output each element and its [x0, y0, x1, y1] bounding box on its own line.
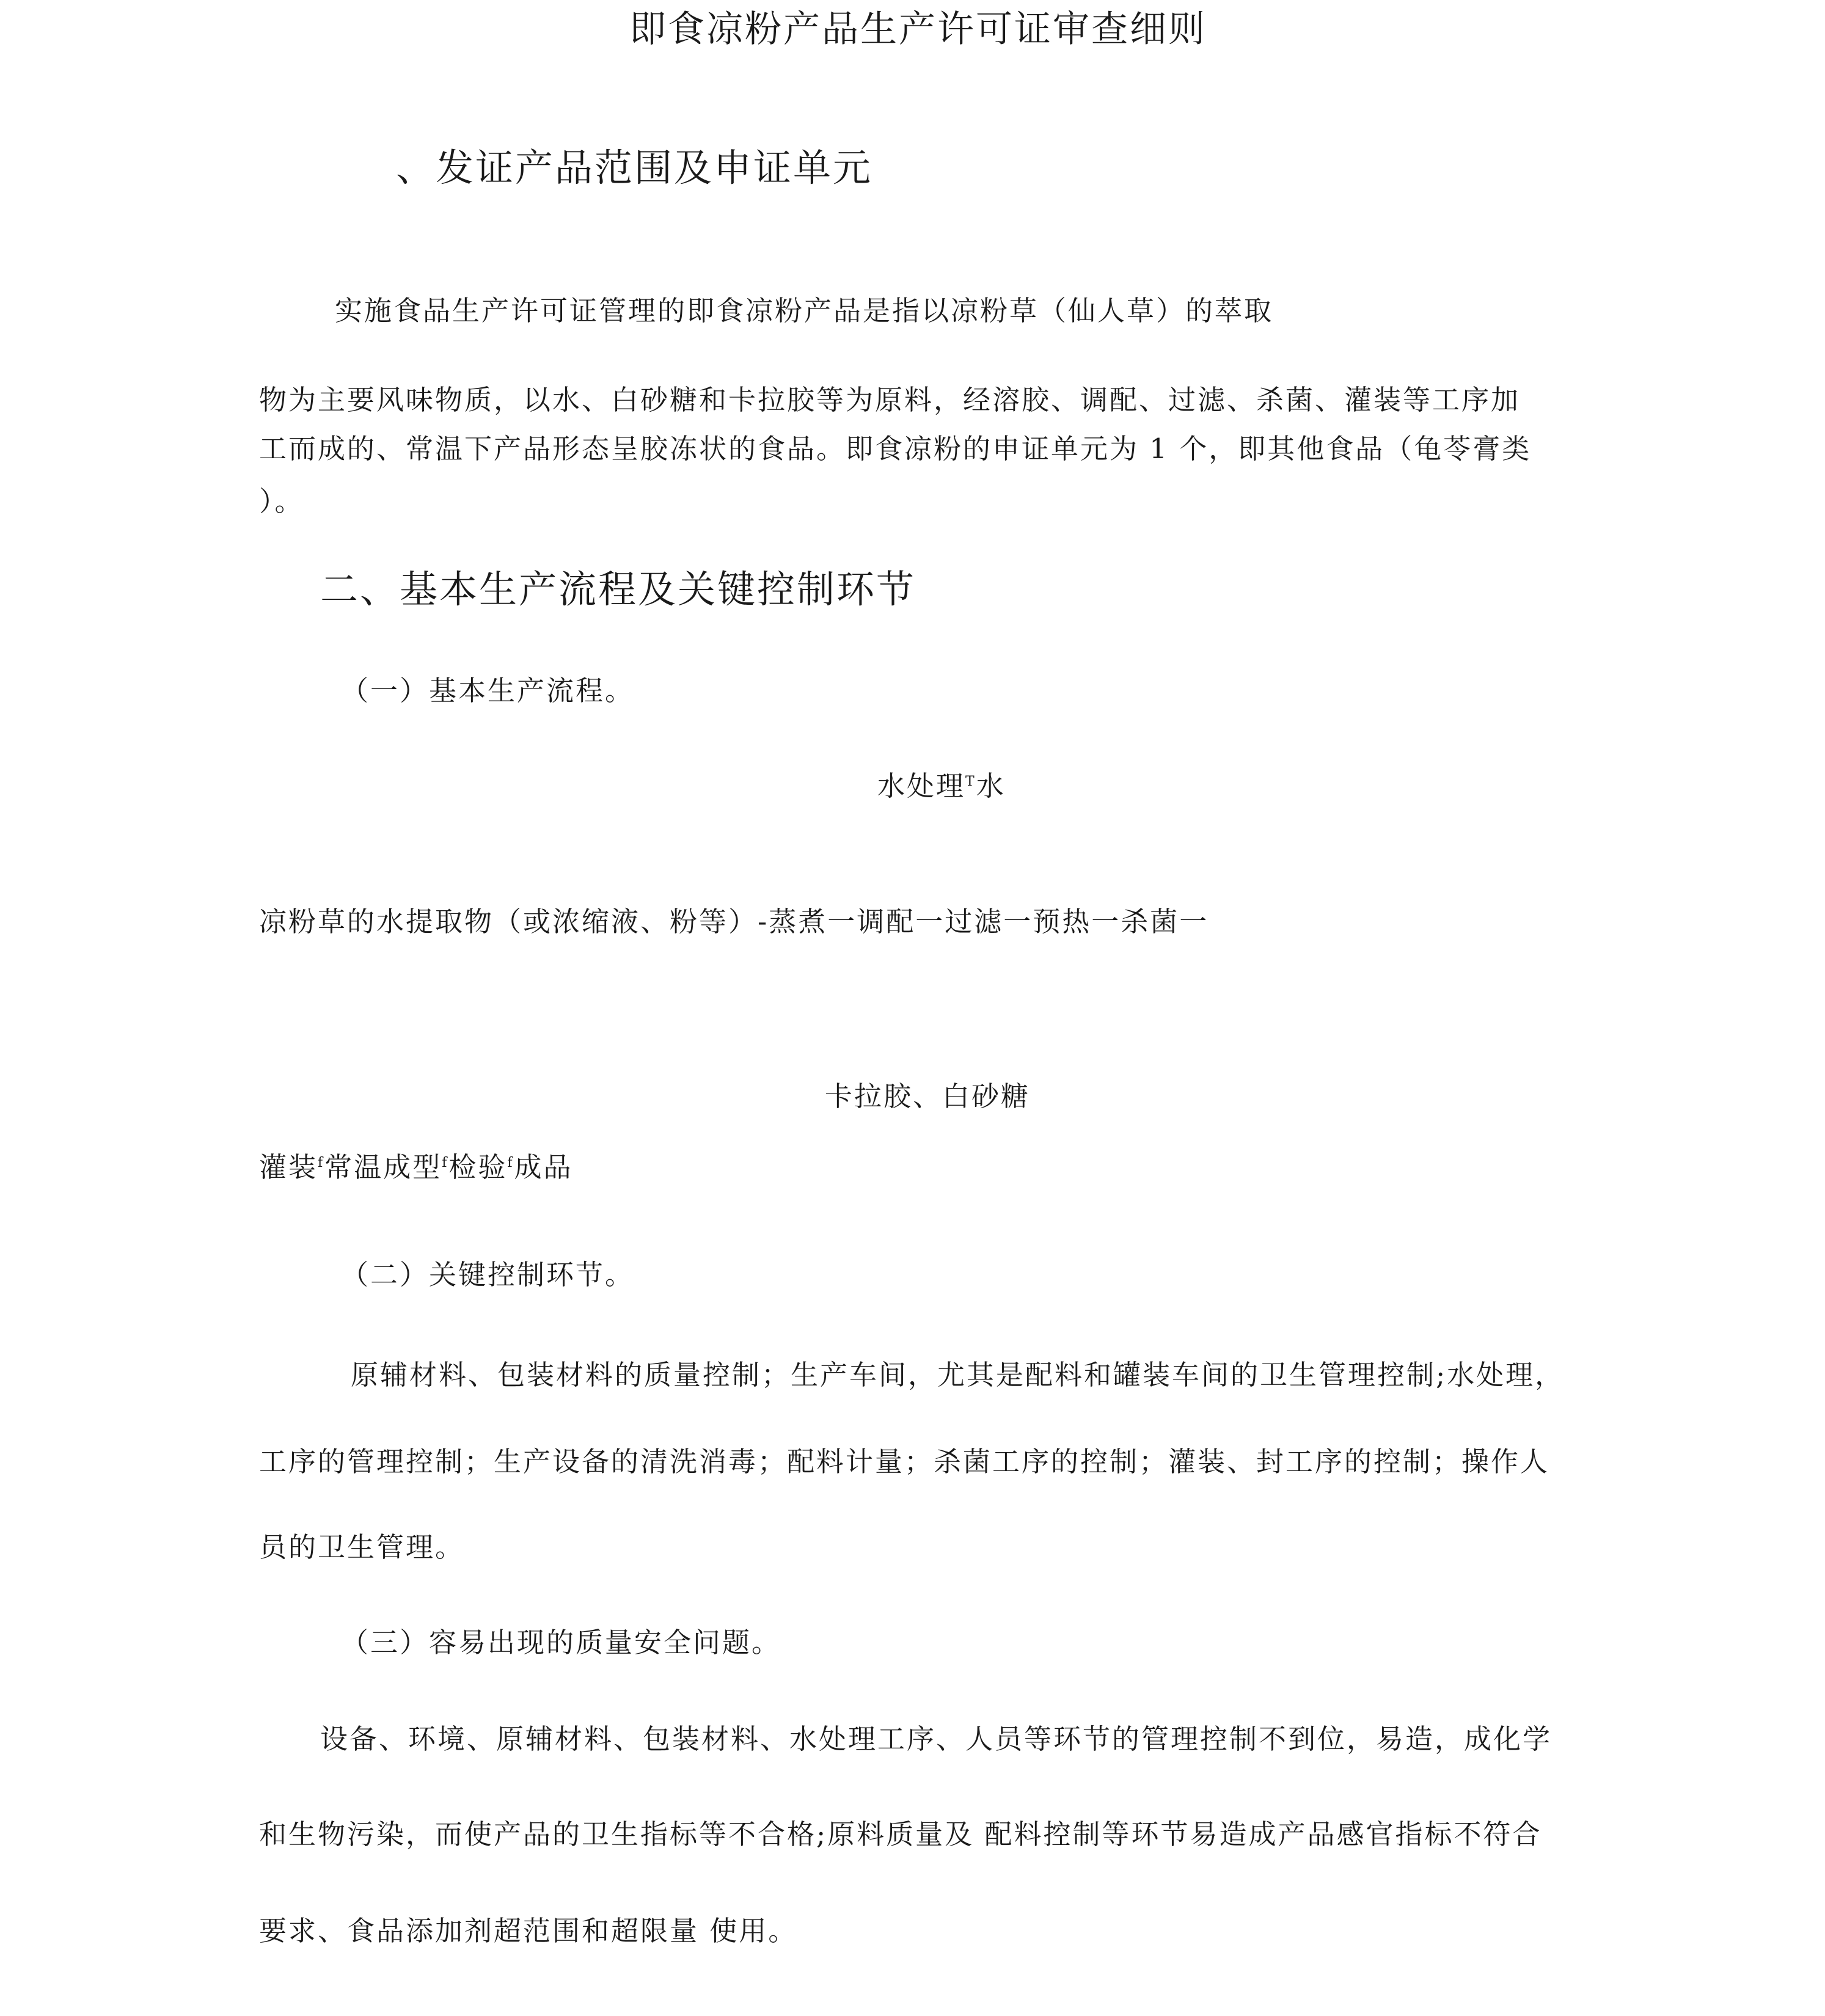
flow-top-end: 水 [976, 770, 1006, 802]
sub2-line1: 原辅材料、包装材料的质量控制；生产车间，尤其是配料和罐装车间的卫生管理控制;水处理， [351, 1359, 1565, 1391]
flow-mid: 卡拉胶、白砂糖 [825, 1080, 1031, 1112]
sub2-heading: （二）关键控制环节。 [341, 1258, 635, 1291]
arrow-icon: f [318, 1155, 325, 1171]
sub3-line2: 和生物污染，而使产品的卫生指标等不合格;原料质量及 配料控制等环节易造成产品感官指标不符合 [259, 1818, 1542, 1850]
arrow-icon: f [507, 1155, 514, 1171]
document-title: 即食凉粉产品生产许可证审查细则 [629, 8, 1207, 51]
flow-step-4: 成品 [514, 1151, 573, 1183]
section1-para-line3: 工而成的、常温下产品形态呈胶冻状的食品。即食凉粉的申证单元为 1 个，即其他食品（龟苓膏类 [259, 433, 1532, 465]
section1-para-line2: 物为主要风味物质，以水、白砂糖和卡拉胶等为原料，经溶胶、调配、过滤、杀菌、灌装等工序加 [259, 384, 1521, 416]
sub3-line1: 设备、环境、原辅材料、包装材料、水处理工序、人员等环节的管理控制不到位，易造，成化学 [320, 1723, 1553, 1755]
section2-heading: 二、基本生产流程及关键控制环节 [320, 567, 916, 612]
sub3-heading: （三）容易出现的质量安全问题。 [341, 1626, 781, 1659]
sub2-line2: 工序的管理控制；生产设备的清洗消毒；配料计量；杀菌工序的控制；灌装、封工序的控制；操作人 [259, 1445, 1550, 1478]
sub2-line3: 员的卫生管理。 [259, 1531, 465, 1563]
flow-step-2: 常温成型 [324, 1151, 442, 1183]
flow-step-1: 灌装 [259, 1151, 318, 1183]
flow-top-row [877, 772, 1006, 800]
flow-bottom-row [259, 1153, 573, 1181]
arrow-icon: f [442, 1155, 449, 1171]
section1-para-line4: ）。 [259, 485, 304, 517]
sub3-line3: 要求、食品添加剂超范围和超限量 使用。 [259, 1915, 798, 1947]
arrow-icon: T [965, 774, 976, 789]
section1-heading: 、发证产品范围及申证单元 [396, 145, 873, 190]
section1-para-line1: 实施食品生产许可证管理的即食凉粉产品是指以凉粉草（仙人草）的萃取 [335, 294, 1274, 327]
flow-top-text: 水处理 [877, 770, 966, 802]
sub1-heading: （一）基本生产流程。 [341, 674, 635, 707]
flow-step-3: 检验 [448, 1151, 508, 1183]
flow-main: 凉粉草的水提取物（或浓缩液、粉等）-蒸煮一调配一过滤一预热一杀菌一 [259, 905, 1209, 938]
